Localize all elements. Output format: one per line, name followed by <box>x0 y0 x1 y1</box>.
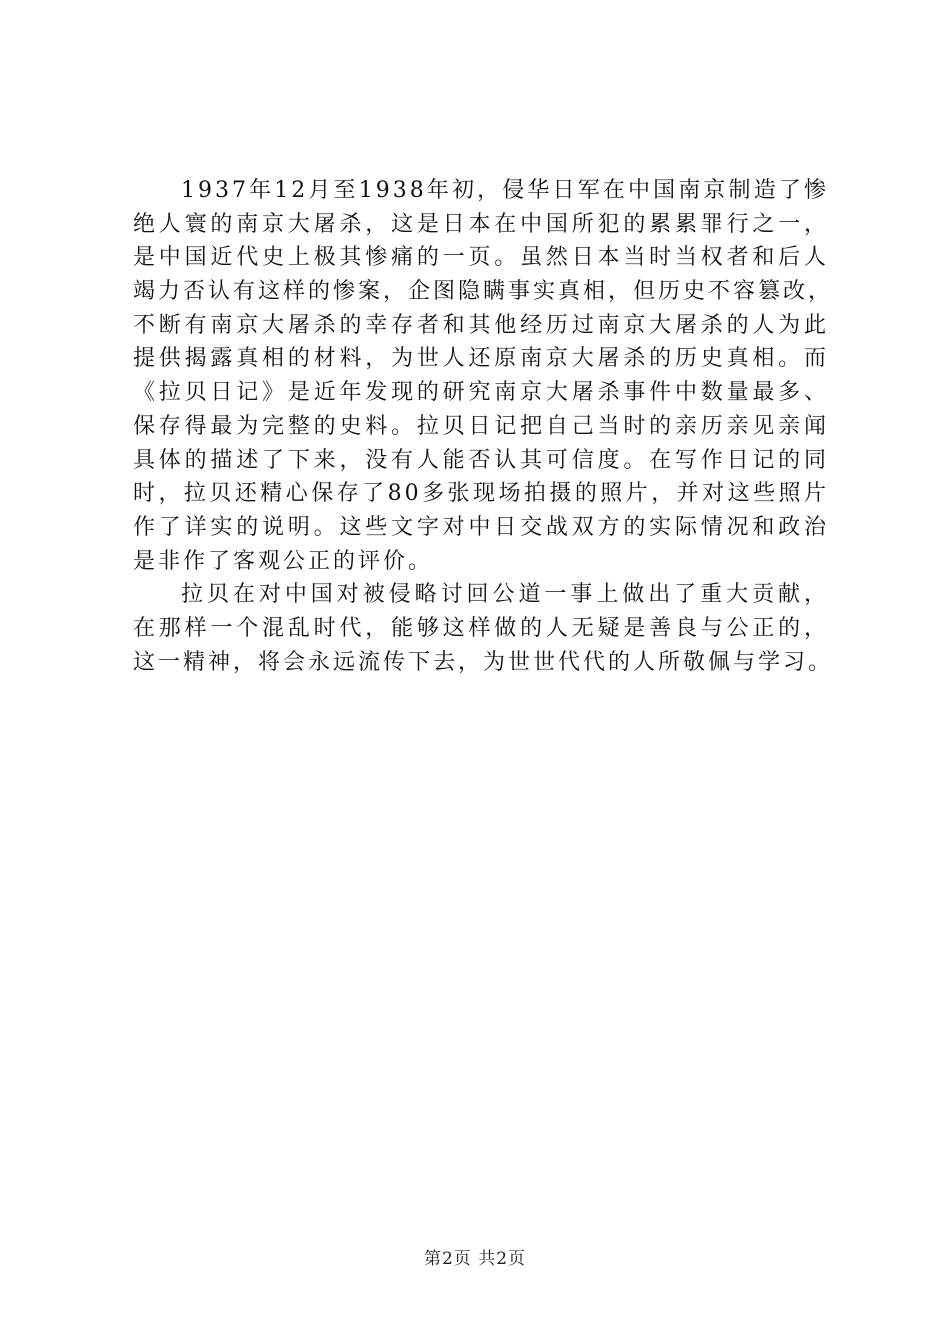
paragraph-2 <box>133 578 834 679</box>
paragraph-line: 拉贝在对中国对被侵略讨回公道一事上做出了重大贡献， <box>181 582 829 608</box>
paragraph-line: 作了详实的说明。这些文字对中日交战双方的实际情况和政治 <box>133 514 829 540</box>
page-number-footer: 第2页 共2页 <box>423 1249 527 1269</box>
paragraph-line: 是中国近代史上极其惨痛的一页。虽然日本当时当权者和后人 <box>133 245 829 271</box>
paragraph-line: 保存得最为完整的史料。拉贝日记把自己当时的亲历亲见亲闻 <box>133 413 829 439</box>
paragraph-1 <box>133 174 834 578</box>
paragraph-line: 时，拉贝还精心保存了80多张现场拍摄的照片，并对这些照片 <box>133 481 829 507</box>
paragraph-line: 不断有南京大屠杀的幸存者和其他经历过南京大屠杀的人为此 <box>133 312 829 338</box>
paragraph-line: 在那样一个混乱时代，能够这样做的人无疑是善良与公正的， <box>133 615 829 641</box>
paragraph-line: 是非作了客观公正的评价。 <box>133 548 434 574</box>
paragraph-line: 1937年12月至1938年初，侵华日军在中国南京制造了惨 <box>181 178 829 203</box>
document-body <box>133 174 834 679</box>
paragraph-line: 具体的描述了下来，没有人能否认其可信度。在写作日记的同 <box>133 447 829 473</box>
paragraph-line: 这一精神，将会永远流传下去，为世世代代的人所敬佩与学习。 <box>133 649 834 675</box>
paragraph-line: 提供揭露真相的材料，为世人还原南京大屠杀的历史真相。而 <box>133 346 829 372</box>
paragraph-line: 《拉贝日记》是近年发现的研究南京大屠杀事件中数量最多、 <box>133 380 829 406</box>
paragraph-line: 绝人寰的南京大屠杀，这是日本在中国所犯的累累罪行之一， <box>133 211 829 237</box>
paragraph-line: 竭力否认有这样的惨案，企图隐瞒事实真相，但历史不容篡改， <box>133 279 834 305</box>
